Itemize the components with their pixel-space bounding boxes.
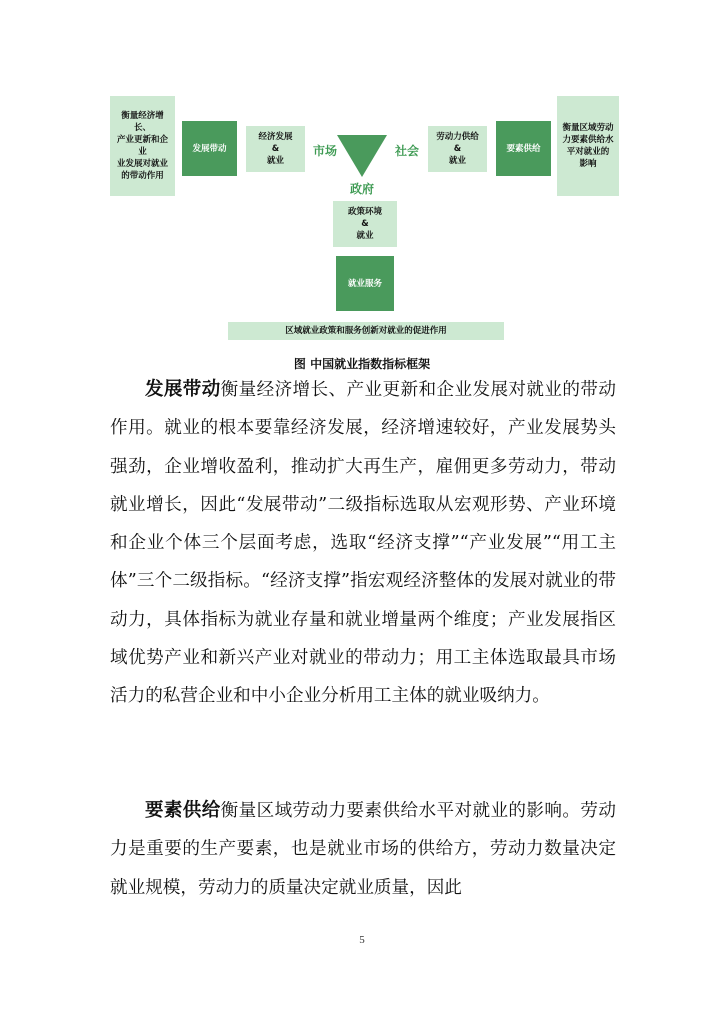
right-desc-line: 影响 [579,159,597,169]
labor-supply-line: & [453,144,462,154]
bottom-bar [228,322,504,340]
right-description-box [557,96,619,196]
policy-env-line: & [361,219,369,229]
employment-service-label: 就业服务 [347,278,382,289]
left-description-box [110,96,175,196]
labor-supply-box [428,126,487,172]
society-label: 社会 [395,144,420,158]
labor-supply-line: 就业 [448,156,466,166]
development-driving-box [182,121,237,176]
right-desc-line: 衡量区域劳动 [562,123,614,133]
left-desc-line: 的带动作用 [121,171,164,181]
economic-dev-line: 经济发展 [258,132,293,142]
market-label: 市场 [313,144,338,158]
paragraph-lead: 发展带动 [145,379,221,400]
page-number: 5 [359,934,365,946]
left-desc-line: 业发展对就业 [116,159,168,169]
economic-development-box [246,126,305,172]
factor-supply-box [496,121,551,176]
economic-dev-line: & [271,144,280,154]
government-triangle [337,135,387,177]
right-desc-line: 平对就业的 [566,147,610,157]
paragraph-text: 衡量经济增长、产业更新和企业发展对就业的带动作用。就业的根本要靠经济发展，经济增速较好，产业发展势头强劲，企业增收盈利，推动扩大再生产，雇佣更多劳动力，带动就业增长，因此“发展带动”二级指标选取从宏观形势、产业环境和企业个体三个层面考虑，选取“经济支撑”“产业发展”“用工主体”三个二级指标。“经济支撑”指宏观经济整体的发展对就业的带动力，具体指标为就业存量和就业增量两个维度；产业发展指区域优势产业和新兴产业对就业的带动力；用工主体选取最具市场活力的私营企业和中小企业分析用工主体的就业吸纳力。 [110,380,616,707]
government-label: 政府 [350,182,375,196]
left-desc-line: 衡量经济增长、 [121,111,164,133]
policy-environment-box [333,201,397,247]
bottom-bar-label: 区域就业政策和服务创新对就业的促进作用 [285,326,447,336]
policy-env-line: 政策环境 [347,207,382,217]
employment-service-box [336,256,394,311]
labor-supply-line: 劳动力供给 [436,132,479,142]
left-desc-line: 产业更新和企业 [116,135,168,157]
right-desc-line: 力要素供给水 [562,135,614,145]
paragraph-text: 衡量区域劳动力要素供给水平对就业的影响。劳动力是重要的生产要素，也是就业市场的供给方，劳动力数量决定就业规模，劳动力的质量决定就业质量，因此 [110,801,616,898]
paragraph-lead: 要素供给 [145,800,221,821]
development-driving-label: 发展带动 [192,143,227,154]
economic-dev-line: 就业 [266,156,284,166]
factor-supply-label: 要素供给 [506,143,541,154]
figure-caption: 图 中国就业指数指标框架 [293,357,431,371]
paragraph-development [110,371,616,716]
paragraph-factor-supply [110,792,616,907]
policy-env-line: 就业 [356,231,374,241]
